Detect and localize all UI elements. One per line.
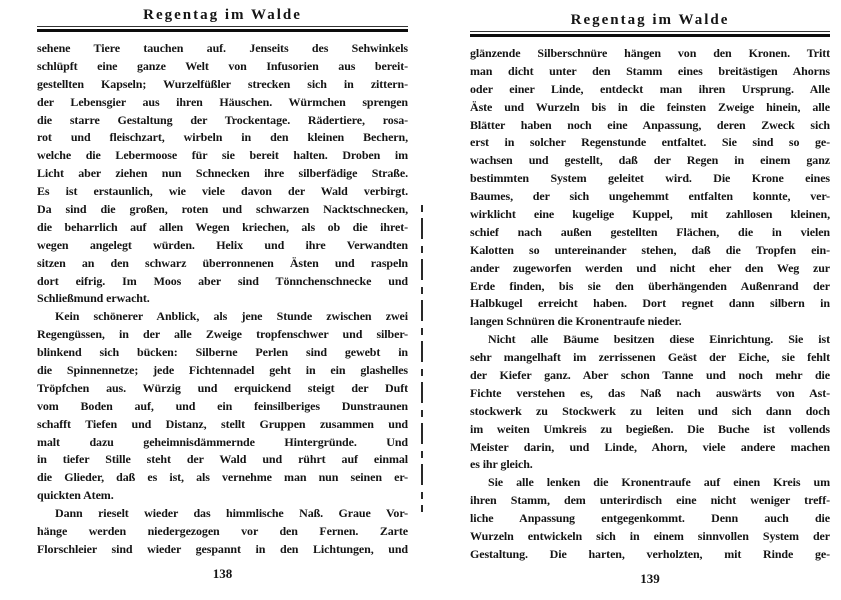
- text-line: wegen angelegt würden. Helix und ihre Verwandten: [37, 237, 408, 252]
- running-header: Regentag im Walde: [570, 12, 730, 28]
- text-line: Kein schönerer Anblick, als jene Stunde zwischen zwei: [55, 309, 408, 324]
- text-line: es ihr gleich.: [470, 457, 533, 472]
- text-line: ander zugeworfen werden und nicht eher den Weg zur: [470, 260, 830, 275]
- text-line: vom Boden auf, und ein feinsilberiges Dunstraunen: [37, 398, 408, 413]
- text-line: Baumes, der sich ungehemmt entfalten konnte, ver-: [470, 189, 830, 204]
- text-line: die Glieder, daß es ist, als vernehme man nun seinen er-: [37, 470, 408, 485]
- text-line: Es ist erstaunlich, wie viele davon der Wald verbirgt.: [37, 184, 408, 199]
- text-line: liche Anpassung entgegenkommt. Denn auch die: [470, 511, 830, 526]
- text-line: schafft Tiefen und Distanz, stellt Gruppen zusammen und: [37, 416, 408, 431]
- text-line: Fichte verstehen es, das Naß nach auswärts von Ast-: [470, 385, 830, 400]
- text-line: die Spinnennetze; jede Fichtennadel geht in ein glashelles: [37, 363, 408, 378]
- text-line: Erde finden, bis sie den überhängenden Außenrand der: [470, 278, 830, 293]
- text-line: Nicht alle Bäume besitzen diese Einrichtung. Sie ist: [488, 332, 830, 347]
- text-line: Tröpfchen aus. Würzig und erquickend steigt der Duft: [37, 380, 408, 395]
- text-line: schief nach außen gestellten Flächen, die in vielen: [470, 224, 830, 239]
- page-number: 138: [212, 566, 233, 581]
- text-line: langen Schnüren die Kronentraufe nieder.: [470, 314, 682, 329]
- text-line: im weiten Umkreis zu begießen. Die Buche ist vollends: [470, 421, 830, 436]
- text-line: Florschleier sind wieder gespannt in den Lichtungen, und: [37, 541, 408, 556]
- text-line: Schließmund erwacht.: [37, 291, 150, 306]
- text-line: glänzende Silberschnüre hängen von den Kronen. Tritt: [470, 46, 830, 60]
- text-line: Gestaltung. Die harten, verholzten, mit Rinde ge-: [470, 546, 830, 561]
- gutter-binding-mark: [421, 205, 423, 512]
- text-line: in tiefer Stille steht der Wald und rührt auf einmal: [37, 452, 408, 467]
- header-rule-thick: [470, 34, 830, 37]
- right-page: [470, 12, 830, 598]
- text-line: sehr mangelhaft im zerrissenen Geäst der Eiche, sie fehlt: [470, 350, 830, 365]
- text-line: Kalotten so untereinander stehen, daß die Tropfen ein-: [470, 242, 830, 257]
- text-line: Äste und Wurzeln bis in die feinsten Zweige hinein, alle: [470, 99, 830, 114]
- text-line: dort eifrig. Im Moos aber sind Tönnchenschnecke und: [37, 273, 408, 288]
- text-line: welche die Lebermoose für sie bereit halten. Droben im: [37, 148, 408, 163]
- text-line: rot und fleischzart, wirbeln in den kleinen Bechern,: [37, 130, 408, 145]
- header-rule-thick: [37, 29, 408, 32]
- text-line: oder einer Linde, entdeckt man ihren Ursprung. Alle: [470, 81, 830, 96]
- header-rule-thin: [37, 26, 408, 27]
- text-line: man dicht unter den Stamm eines breitästigen Ahorns: [470, 63, 830, 78]
- text-line: Blätter haben noch eine Anpassung, deren Zweck sich: [470, 117, 830, 132]
- text-line: Halbkugel erreicht haben. Dort regnet dann silbern in: [470, 296, 830, 311]
- header-rule-thin: [470, 31, 830, 32]
- text-line: bestimmten System geleitet wird. Die Krone eines: [470, 171, 830, 186]
- text-line: Wurzeln entwickeln sich in einem sinnvollen System der: [470, 529, 830, 544]
- text-line: quickten Atem.: [37, 488, 114, 503]
- text-line: Meister darin, und Linde, Ahorn, viele andere machen: [470, 439, 830, 454]
- text-line: der Kiefer ganz. Aber schon Tanne und noch mehr die: [470, 368, 830, 383]
- page-number: 139: [640, 571, 660, 586]
- text-line: sitzen an den schwarz überronnenen Ästen und raspeln: [37, 255, 408, 270]
- page-body: [470, 45, 830, 564]
- running-header: Regentag im Walde: [143, 7, 302, 23]
- text-line: wirklicht eine kugelige Kuppel, mit zahllosen kleinen,: [470, 207, 830, 222]
- text-line: die beharrlich auf allen Wegen kriechen, als ob die ihret-: [37, 219, 408, 234]
- text-line: gestellten Kapseln; Wurzelfüßler strecken sich in zittern-: [37, 76, 408, 91]
- text-line: Sie alle lenken die Kronentraufe auf einen Kreis um: [488, 475, 830, 490]
- text-line: schlüpft eine ganze Welt von Infusorien aus bereit-: [37, 58, 408, 73]
- text-line: die starre Gestaltung der Trockentage. Rädertiere, rosa-: [37, 112, 408, 127]
- text-line: wachsen und gestellt, daß der Regen in einem ganz: [470, 153, 830, 168]
- text-line: stockwerk zu Stockwerk zu leiten und sich dann doch: [470, 403, 830, 418]
- page-body: [37, 40, 408, 559]
- text-line: ihren Stamm, dem unterirdisch eine nicht weniger treff-: [470, 493, 830, 508]
- text-line: Dann rieselt wieder das himmlische Naß. Graue Vor-: [55, 506, 408, 521]
- text-line: erst in solcher Regenstunde entfaltet. Sie sind so ge-: [470, 135, 830, 150]
- text-line: blinkend sich bücken: Silberne Perlen sind gewebt in: [37, 345, 408, 360]
- text-line: der Lebensgier aus ihren Häuschen. Würmchen sprengen: [37, 94, 408, 109]
- left-page: [37, 7, 408, 593]
- text-line: Regengüssen, in der alle Zweige tropfenschwer und silber-: [37, 327, 408, 342]
- text-line: sehene Tiere tauchen auf. Jenseits des Sehwinkels: [37, 41, 408, 55]
- text-line: malt dazu geheimnisdämmernde Hintergründe. Und: [37, 434, 408, 449]
- text-line: hänge werden niedergezogen vor den Fernen. Zarte: [37, 524, 408, 539]
- text-line: Da sind die großen, roten und schwarzen Nacktschnecken,: [37, 202, 408, 217]
- text-line: Licht aber ziehen nun Schnecken ihre silberfädige Straße.: [37, 166, 408, 181]
